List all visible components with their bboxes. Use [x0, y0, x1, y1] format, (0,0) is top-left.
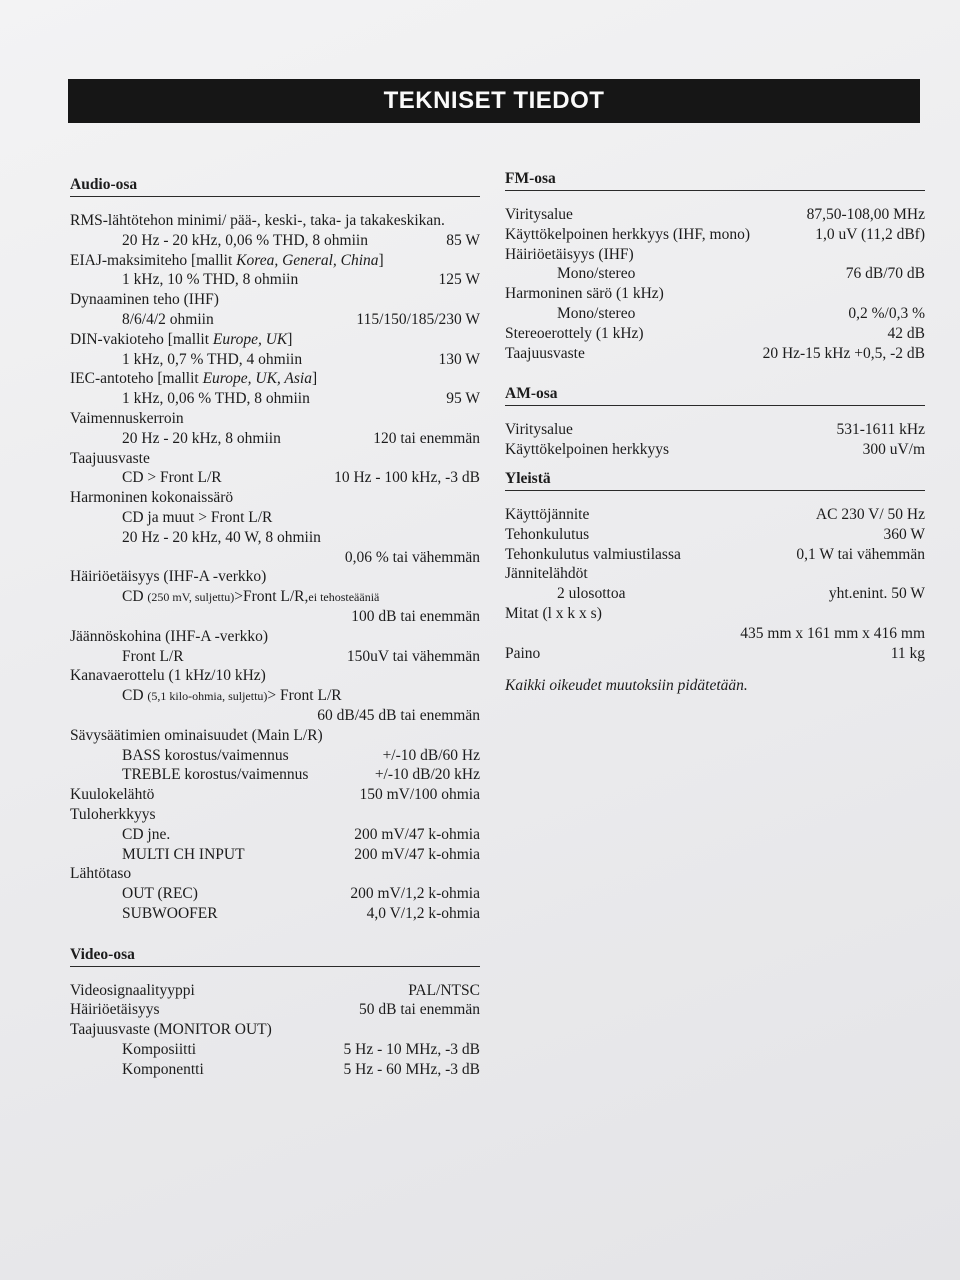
spec-label-part: Mitat (l x k x s)	[505, 604, 602, 622]
spec-label	[70, 211, 445, 231]
spec-row	[70, 805, 480, 825]
spec-row	[505, 344, 925, 364]
spec-label	[505, 344, 585, 364]
spec-label-part: (5,1 kilo-ohmia, suljettu)	[147, 689, 268, 704]
spec-label	[505, 205, 573, 225]
spec-row	[505, 525, 925, 545]
spec-label	[505, 505, 589, 525]
spec-row	[70, 726, 480, 746]
spec-label-part: Vaimennuskerroin	[70, 409, 184, 427]
spec-label	[505, 225, 750, 245]
spec-label-part: Taajuusvaste	[505, 344, 585, 362]
spec-value: 42 dB	[887, 324, 925, 342]
spec-row	[70, 825, 480, 845]
spec-row	[70, 548, 480, 568]
spec-label-part: SUBWOOFER	[122, 904, 218, 922]
spec-value: 531-1611 kHz	[836, 421, 925, 439]
spec-value: 5 Hz - 10 MHz, -3 dB	[343, 1041, 480, 1059]
spec-row	[505, 304, 925, 324]
spec-label-part: Käyttökelpoinen herkkyys (IHF, mono)	[505, 225, 750, 243]
spec-row	[70, 1060, 480, 1080]
spec-row	[70, 1000, 480, 1020]
spec-row	[70, 330, 480, 350]
spec-label-part: 1 kHz, 0,06 % THD, 8 ohmiin	[122, 390, 310, 408]
spec-row	[505, 245, 925, 265]
spec-label	[70, 1020, 272, 1040]
spec-label	[122, 1060, 204, 1080]
spec-label	[505, 284, 664, 304]
spec-row	[70, 231, 480, 251]
spec-label	[122, 1040, 196, 1060]
spec-label-part: Europe, UK, Asia	[202, 370, 312, 388]
spec-row	[70, 310, 480, 330]
spec-label-part: Harmoninen kokonaissärö	[70, 489, 234, 507]
spec-label-part: 1 kHz, 0,7 % THD, 4 ohmiin	[122, 350, 303, 368]
spec-label-part: Mono/stereo	[557, 265, 636, 283]
spec-row	[70, 587, 480, 607]
spec-label	[122, 350, 302, 370]
spec-row	[70, 1040, 480, 1060]
spec-row	[505, 505, 925, 525]
spec-label-part: Häiriöetäisyys	[70, 1001, 160, 1019]
spec-label	[70, 449, 150, 469]
spec-label	[122, 884, 198, 904]
spec-row	[70, 845, 480, 865]
spec-row	[70, 627, 480, 647]
spec-value: +/-10 dB/20 kHz	[374, 766, 480, 784]
spec-label-part: EIAJ-maksimiteho [mallit	[70, 251, 237, 269]
spec-value: 20 Hz-15 kHz +0,5, -2 dB	[762, 344, 925, 362]
spec-row	[70, 488, 480, 508]
spec-label-part: Mono/stereo	[557, 304, 636, 322]
spec-label-part: Tehonkulutus valmiustilassa	[505, 545, 681, 563]
spec-label	[505, 604, 602, 624]
spec-row	[70, 409, 480, 429]
spec-value: 100 dB tai enemmän	[351, 607, 480, 625]
spec-label-part: Taajuusvaste (MONITOR OUT)	[70, 1021, 272, 1039]
general-spec-list	[505, 505, 925, 663]
spec-label	[505, 440, 669, 460]
spec-row	[505, 284, 925, 304]
spec-label-part: Komposiitti	[122, 1041, 197, 1059]
spec-row	[505, 225, 925, 245]
spec-row	[70, 350, 480, 370]
spec-label	[122, 825, 170, 845]
spec-label	[505, 545, 681, 565]
spec-row	[505, 624, 925, 644]
spec-value: 300 uV/m	[862, 441, 925, 459]
spec-label	[70, 805, 156, 825]
spec-label-part: Käyttökelpoinen herkkyys	[505, 441, 670, 459]
spec-row	[70, 290, 480, 310]
spec-value: 360 W	[883, 525, 925, 543]
spec-label-part: Front L/R	[122, 647, 184, 665]
spec-label	[122, 528, 321, 548]
general-heading: Yleistä	[505, 468, 925, 491]
spec-value: 125 W	[438, 271, 480, 289]
spec-value: 95 W	[446, 390, 480, 408]
spec-label-part: 1 kHz, 10 % THD, 8 ohmiin	[122, 271, 299, 289]
spec-row	[70, 429, 480, 449]
spec-row	[505, 324, 925, 344]
spec-row	[505, 545, 925, 565]
spec-row	[70, 746, 480, 766]
spec-label-part: RMS-lähtötehon minimi/ pää-, keski-, taka- ja takakeskikan.	[70, 212, 445, 229]
spec-label	[505, 420, 573, 440]
spec-label-part: Jännitelähdöt	[505, 565, 588, 583]
spec-row	[70, 686, 480, 706]
spec-label	[505, 245, 634, 265]
spec-row	[505, 205, 925, 225]
fm-heading: FM-osa	[505, 168, 925, 191]
spec-row	[70, 785, 480, 805]
spec-row	[70, 904, 480, 924]
spec-label-part: 20 Hz - 20 kHz, 8 ohmiin	[122, 429, 281, 447]
fm-spec-list	[505, 205, 925, 363]
spec-row	[70, 647, 480, 667]
spec-label-part: Viritysalue	[505, 421, 573, 439]
spec-label-part: CD ja muut > Front L/R	[122, 508, 273, 526]
spec-label-part: Jäännöskohina (IHF-A -verkko)	[70, 627, 269, 645]
spec-value: 4,0 V/1,2 k-ohmia	[366, 904, 480, 922]
spec-row	[505, 644, 925, 664]
spec-label-part: Viritysalue	[505, 206, 573, 223]
spec-label	[122, 429, 281, 449]
spec-label	[70, 567, 266, 587]
spec-value: PAL/NTSC	[408, 981, 480, 999]
spec-label-part: BASS korostus/vaimennus	[122, 746, 289, 764]
spec-value: AC 230 V/ 50 Hz	[815, 505, 925, 523]
spec-label	[122, 845, 245, 865]
spec-label-part: Kuulokelähtö	[70, 786, 155, 804]
spec-label	[70, 369, 317, 389]
spec-label	[70, 488, 233, 508]
spec-value: 10 Hz - 100 kHz, -3 dB	[334, 469, 480, 487]
spec-label	[122, 765, 308, 785]
spec-value: 130 W	[438, 350, 480, 368]
spec-label	[557, 584, 625, 604]
spec-label	[122, 904, 218, 924]
spec-label-part: 20 Hz - 20 kHz, 40 W, 8 ohmiin	[122, 528, 321, 546]
spec-value: +/-10 dB/60 Hz	[382, 746, 480, 764]
spec-label	[70, 627, 268, 647]
spec-value: 85 W	[446, 231, 480, 249]
spec-row	[70, 607, 480, 627]
spec-label-part: Korea, General, China	[236, 251, 379, 269]
spec-label-part: ]	[311, 370, 318, 388]
spec-row	[70, 765, 480, 785]
spec-label-part: ]	[287, 330, 293, 348]
spec-value: 50 dB tai enemmän	[359, 1001, 480, 1019]
spec-label	[70, 981, 195, 1001]
spec-row	[70, 981, 480, 1001]
spec-label-part: >Front L/R,	[234, 588, 309, 606]
spec-value: 11 kg	[890, 644, 925, 662]
spec-label-part: OUT (REC)	[122, 885, 198, 903]
spec-row	[70, 528, 480, 548]
video-heading: Video-osa	[70, 944, 480, 967]
spec-row	[505, 604, 925, 624]
spec-row	[70, 666, 480, 686]
page-title: TEKNISET TIEDOT	[383, 87, 605, 114]
spec-label	[122, 468, 222, 488]
spec-value: 5 Hz - 60 MHz, -3 dB	[343, 1060, 480, 1078]
spec-label	[70, 864, 131, 884]
spec-row	[70, 389, 480, 409]
spec-label	[70, 409, 184, 429]
spec-label-part: 8/6/4/2 ohmiin	[122, 310, 214, 328]
spec-label-part: Harmoninen särö (1 kHz)	[505, 285, 664, 303]
spec-label-part: Videosignaalityyppi	[70, 981, 195, 999]
spec-label-part: Tuloherkkyys	[70, 805, 156, 823]
spec-label	[122, 587, 379, 608]
spec-label	[557, 264, 635, 284]
spec-row	[70, 864, 480, 884]
spec-value: 60 dB/45 dB tai enemmän	[317, 706, 480, 724]
spec-label-part: TREBLE korostus/vaimennus	[122, 766, 309, 784]
spec-label-part: ]	[378, 251, 384, 269]
spec-row	[70, 251, 480, 271]
spec-value: 200 mV/47 k-ohmia	[354, 825, 480, 843]
spec-label-part: Häiriöetäisyys (IHF-A -verkko)	[70, 568, 267, 586]
left-column	[70, 174, 480, 1080]
spec-row	[70, 567, 480, 587]
spec-label	[70, 726, 323, 746]
spec-label-part: Taajuusvaste	[70, 449, 150, 467]
spec-label-part: 2 ulosottoa	[557, 585, 626, 603]
spec-label	[122, 686, 342, 707]
spec-label-part: CD jne.	[122, 825, 171, 843]
spec-label-part: ei tehosteääniä	[308, 590, 380, 605]
spec-label	[70, 785, 154, 805]
spec-row	[70, 468, 480, 488]
spec-value: 0,06 % tai vähemmän	[344, 548, 480, 566]
spec-label	[505, 644, 540, 664]
spec-label	[122, 647, 184, 667]
right-column	[505, 168, 925, 695]
spec-label	[70, 330, 292, 350]
spec-value: 1,0 uV (11,2 dBf)	[815, 225, 925, 243]
spec-label	[122, 270, 298, 290]
am-spec-list	[505, 420, 925, 460]
spec-value: 0,1 W tai vähemmän	[796, 545, 925, 563]
spec-label-part: Kanavaerottelu (1 kHz/10 kHz)	[70, 667, 266, 685]
spec-label-part: Dynaaminen teho (IHF)	[70, 291, 219, 309]
spec-label-part: > Front L/R	[267, 687, 342, 705]
spec-value: 150uV tai vähemmän	[346, 647, 480, 665]
spec-row	[505, 584, 925, 604]
spec-value: 435 mm x 161 mm x 416 mm	[740, 624, 925, 642]
spec-label	[122, 310, 214, 330]
spec-label-part: DIN-vakioteho [mallit	[70, 330, 213, 348]
spec-label	[70, 251, 384, 271]
spec-value: 150 mV/100 ohmia	[359, 786, 480, 804]
spec-value: 200 mV/47 k-ohmia	[354, 845, 480, 863]
spec-label-part: Sävysäätimien ominaisuudet (Main L/R)	[70, 726, 323, 744]
spec-value: 120 tai enemmän	[373, 429, 480, 447]
spec-label	[505, 564, 588, 584]
spec-label	[122, 746, 289, 766]
disclaimer-note: Kaikki oikeudet muutoksiin pidätetään.	[505, 677, 748, 695]
spec-label	[505, 324, 644, 344]
spec-label	[122, 231, 368, 251]
spec-label-part: (250 mV, suljettu)	[147, 590, 235, 605]
spec-row	[505, 264, 925, 284]
spec-row	[70, 884, 480, 904]
spec-label-part: CD > Front L/R	[122, 469, 222, 487]
spec-row	[505, 420, 925, 440]
spec-value: 115/150/185/230 W	[356, 310, 480, 328]
spec-value: 0,2 %/0,3 %	[848, 304, 925, 322]
spec-row	[505, 564, 925, 584]
spec-label-part: Komponentti	[122, 1060, 204, 1078]
spec-row	[505, 440, 925, 460]
spec-label	[557, 304, 635, 324]
spec-label-part: Lähtötaso	[70, 865, 132, 883]
spec-label	[70, 1000, 160, 1020]
spec-row	[70, 508, 480, 528]
spec-row	[70, 706, 480, 726]
spec-row	[70, 449, 480, 469]
spec-row	[70, 1020, 480, 1040]
spec-label-part: Stereoerottely (1 kHz)	[505, 324, 644, 342]
spec-value: yht.enint. 50 W	[828, 585, 925, 603]
audio-spec-list	[70, 211, 480, 924]
spec-label	[122, 508, 272, 528]
video-spec-list	[70, 981, 480, 1080]
spec-label-part: 20 Hz - 20 kHz, 0,06 % THD, 8 ohmiin	[122, 231, 368, 249]
spec-label	[70, 666, 266, 686]
title-banner	[68, 79, 920, 123]
spec-value: 87,50-108,00 MHz	[806, 206, 925, 223]
spec-value: 76 dB/70 dB	[845, 265, 925, 283]
audio-heading: Audio-osa	[70, 174, 480, 197]
spec-label-part: IEC-antoteho [mallit	[70, 370, 203, 388]
spec-label-part: Käyttöjännite	[505, 505, 590, 523]
spec-label	[505, 525, 589, 545]
spec-label-part: Europe, UK	[212, 330, 288, 348]
spec-label	[122, 389, 310, 409]
spec-label-part: CD	[122, 687, 148, 705]
spec-value: 200 mV/1,2 k-ohmia	[350, 885, 480, 903]
spec-label	[70, 290, 219, 310]
spec-label-part: Häiriöetäisyys (IHF)	[505, 245, 634, 263]
spec-row	[70, 211, 480, 231]
spec-row	[70, 369, 480, 389]
spec-label-part: CD	[122, 588, 148, 606]
spec-row	[70, 270, 480, 290]
spec-label-part: Paino	[505, 644, 541, 662]
am-heading: AM-osa	[505, 383, 925, 406]
spec-label-part: Tehonkulutus	[505, 525, 590, 543]
spec-label-part: MULTI CH INPUT	[122, 845, 245, 863]
